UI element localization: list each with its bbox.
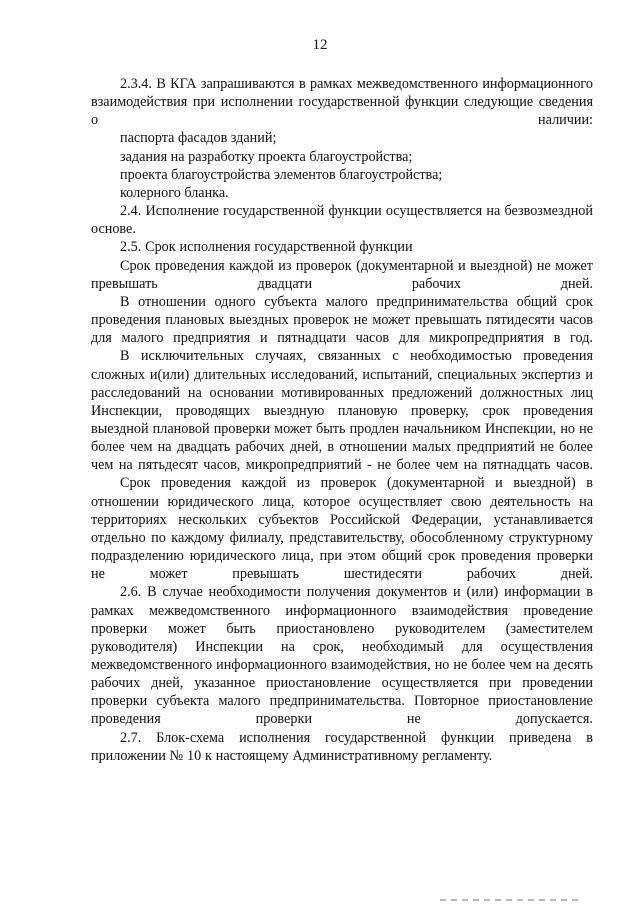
paragraph-line: и (или) информации в рамках межведомственного информационного: [91, 584, 593, 619]
paragraph-small-business-term: [91, 293, 593, 347]
paragraph-line: не может превышать двадцати рабочих дней.: [91, 257, 593, 292]
clause-2-4-line-2: на безвозмездной основе.: [91, 203, 593, 238]
paragraph-inspection-term: [91, 257, 593, 293]
paragraph-line: приостановление осуществляется при проведении проверки субъекта малого: [91, 675, 593, 710]
paragraph-line: в год.: [553, 330, 593, 347]
paragraph-line: в отношении малых предприятий не более чем на пятьдесят часов,: [91, 439, 593, 474]
list-item: колерного бланка.: [120, 184, 229, 201]
paragraph-line: 2.6. В случае необходимости получения документов: [120, 584, 448, 601]
paragraph-line: в отношении юридического лица, которое осуществляет свою деятельность: [91, 475, 593, 510]
paragraph-line: в приложении № 10 к настоящему Административному регламенту.: [91, 729, 593, 764]
list-item: проекта благоустройства элементов благоустройства;: [120, 166, 443, 183]
paragraph-line: сложных и(или) длительных исследований, испытаний, специальных: [91, 366, 517, 383]
scan-edge-mark: [440, 899, 580, 901]
paragraph-line: предпринимательства. Повторное приостановление проведения проверки: [91, 693, 593, 728]
clause-2-3-4: [91, 75, 593, 129]
list-item: паспорта фасадов зданий;: [120, 130, 277, 147]
paragraph-line: часов для малого предприятия и пятнадцати часов для микропредприятия: [91, 312, 593, 347]
required-documents-list: [91, 129, 593, 202]
paragraph-line: не допускается.: [406, 711, 593, 728]
paragraph-line: на территориях нескольких субъектов Российской Федерации,: [91, 493, 593, 528]
paragraph-line: Срок проведения каждой из проверок (документарной и выездной): [120, 475, 576, 492]
clause-2-6: [91, 583, 593, 728]
list-item: задания на разработку проекта благоустройства;: [120, 148, 413, 165]
paragraph-legal-entity-term: [91, 474, 593, 583]
paragraph-line: В исключительных случаях, связанных с необходимостью проведения: [120, 348, 593, 365]
paragraph-line: 2.7. Блок-схема исполнения государственной функции приведена: [120, 729, 572, 746]
paragraph-line: дней.: [560, 566, 593, 583]
clause-2-4-line-1: 2.4. Исполнение государственной функции осуществляется: [120, 203, 483, 220]
paragraph-line: необходимый для осуществления межведомственного информационного: [91, 638, 593, 673]
paragraph-exceptional-cases: [91, 347, 593, 474]
paragraph-line: проведения плановых выездных проверок не может превышать пятидесяти: [91, 312, 555, 329]
paragraph-line: срок проведения выездной плановой проверки может быть продлен: [91, 402, 593, 437]
clause-2-7: [91, 729, 593, 765]
clause-2-3-4-line-2: информационного взаимодействия при исполнении государственной: [91, 76, 593, 111]
paragraph-line: микропредприятий - не более чем на пятнадцать часов.: [245, 457, 593, 474]
clause-2-3-4-line-1: 2.3.4. В КГА запрашиваются в рамках межведомственного: [120, 76, 478, 92]
clause-2-5-heading: [91, 238, 593, 256]
paragraph-line: общий срок проведения проверки не может превышать шестидесяти рабочих: [91, 548, 593, 583]
clause-2-5-line-1: 2.5. Срок исполнения государственной функции: [120, 239, 413, 256]
paragraph-line: должностных лиц Инспекции, проводящих выездную плановую проверку,: [91, 384, 593, 419]
clause-2-3-4-line-3: функции следующие сведения о наличии:: [91, 94, 593, 129]
clause-2-4: [91, 202, 593, 238]
page-number: 12: [312, 37, 328, 53]
paragraph-line: В отношении одного субъекта малого предпринимательства общий срок: [120, 293, 593, 310]
paragraph-line: взаимодействия проведение проверки может быть приостановлено: [91, 602, 593, 637]
paragraph-line: экспертиз и расследований на основании мотивированных предложений: [91, 366, 593, 401]
paragraph-line: устанавливается отдельно по каждому филиалу, представительству,: [91, 511, 593, 546]
paragraph-line: начальником Инспекции, но не более чем на двадцать рабочих дней,: [91, 420, 594, 456]
document-body: [91, 75, 593, 765]
paragraph-line: Срок проведения каждой из проверок (документарной и выездной): [120, 257, 533, 274]
paragraph-line: взаимодействия, но не более чем на десять рабочих дней, указанное: [91, 657, 593, 692]
paragraph-line: руководителем (заместителем руководителя) Инспекции на срок,: [91, 620, 593, 655]
paragraph-line: обособленному структурному подразделению юридического лица, при этом: [91, 529, 593, 565]
